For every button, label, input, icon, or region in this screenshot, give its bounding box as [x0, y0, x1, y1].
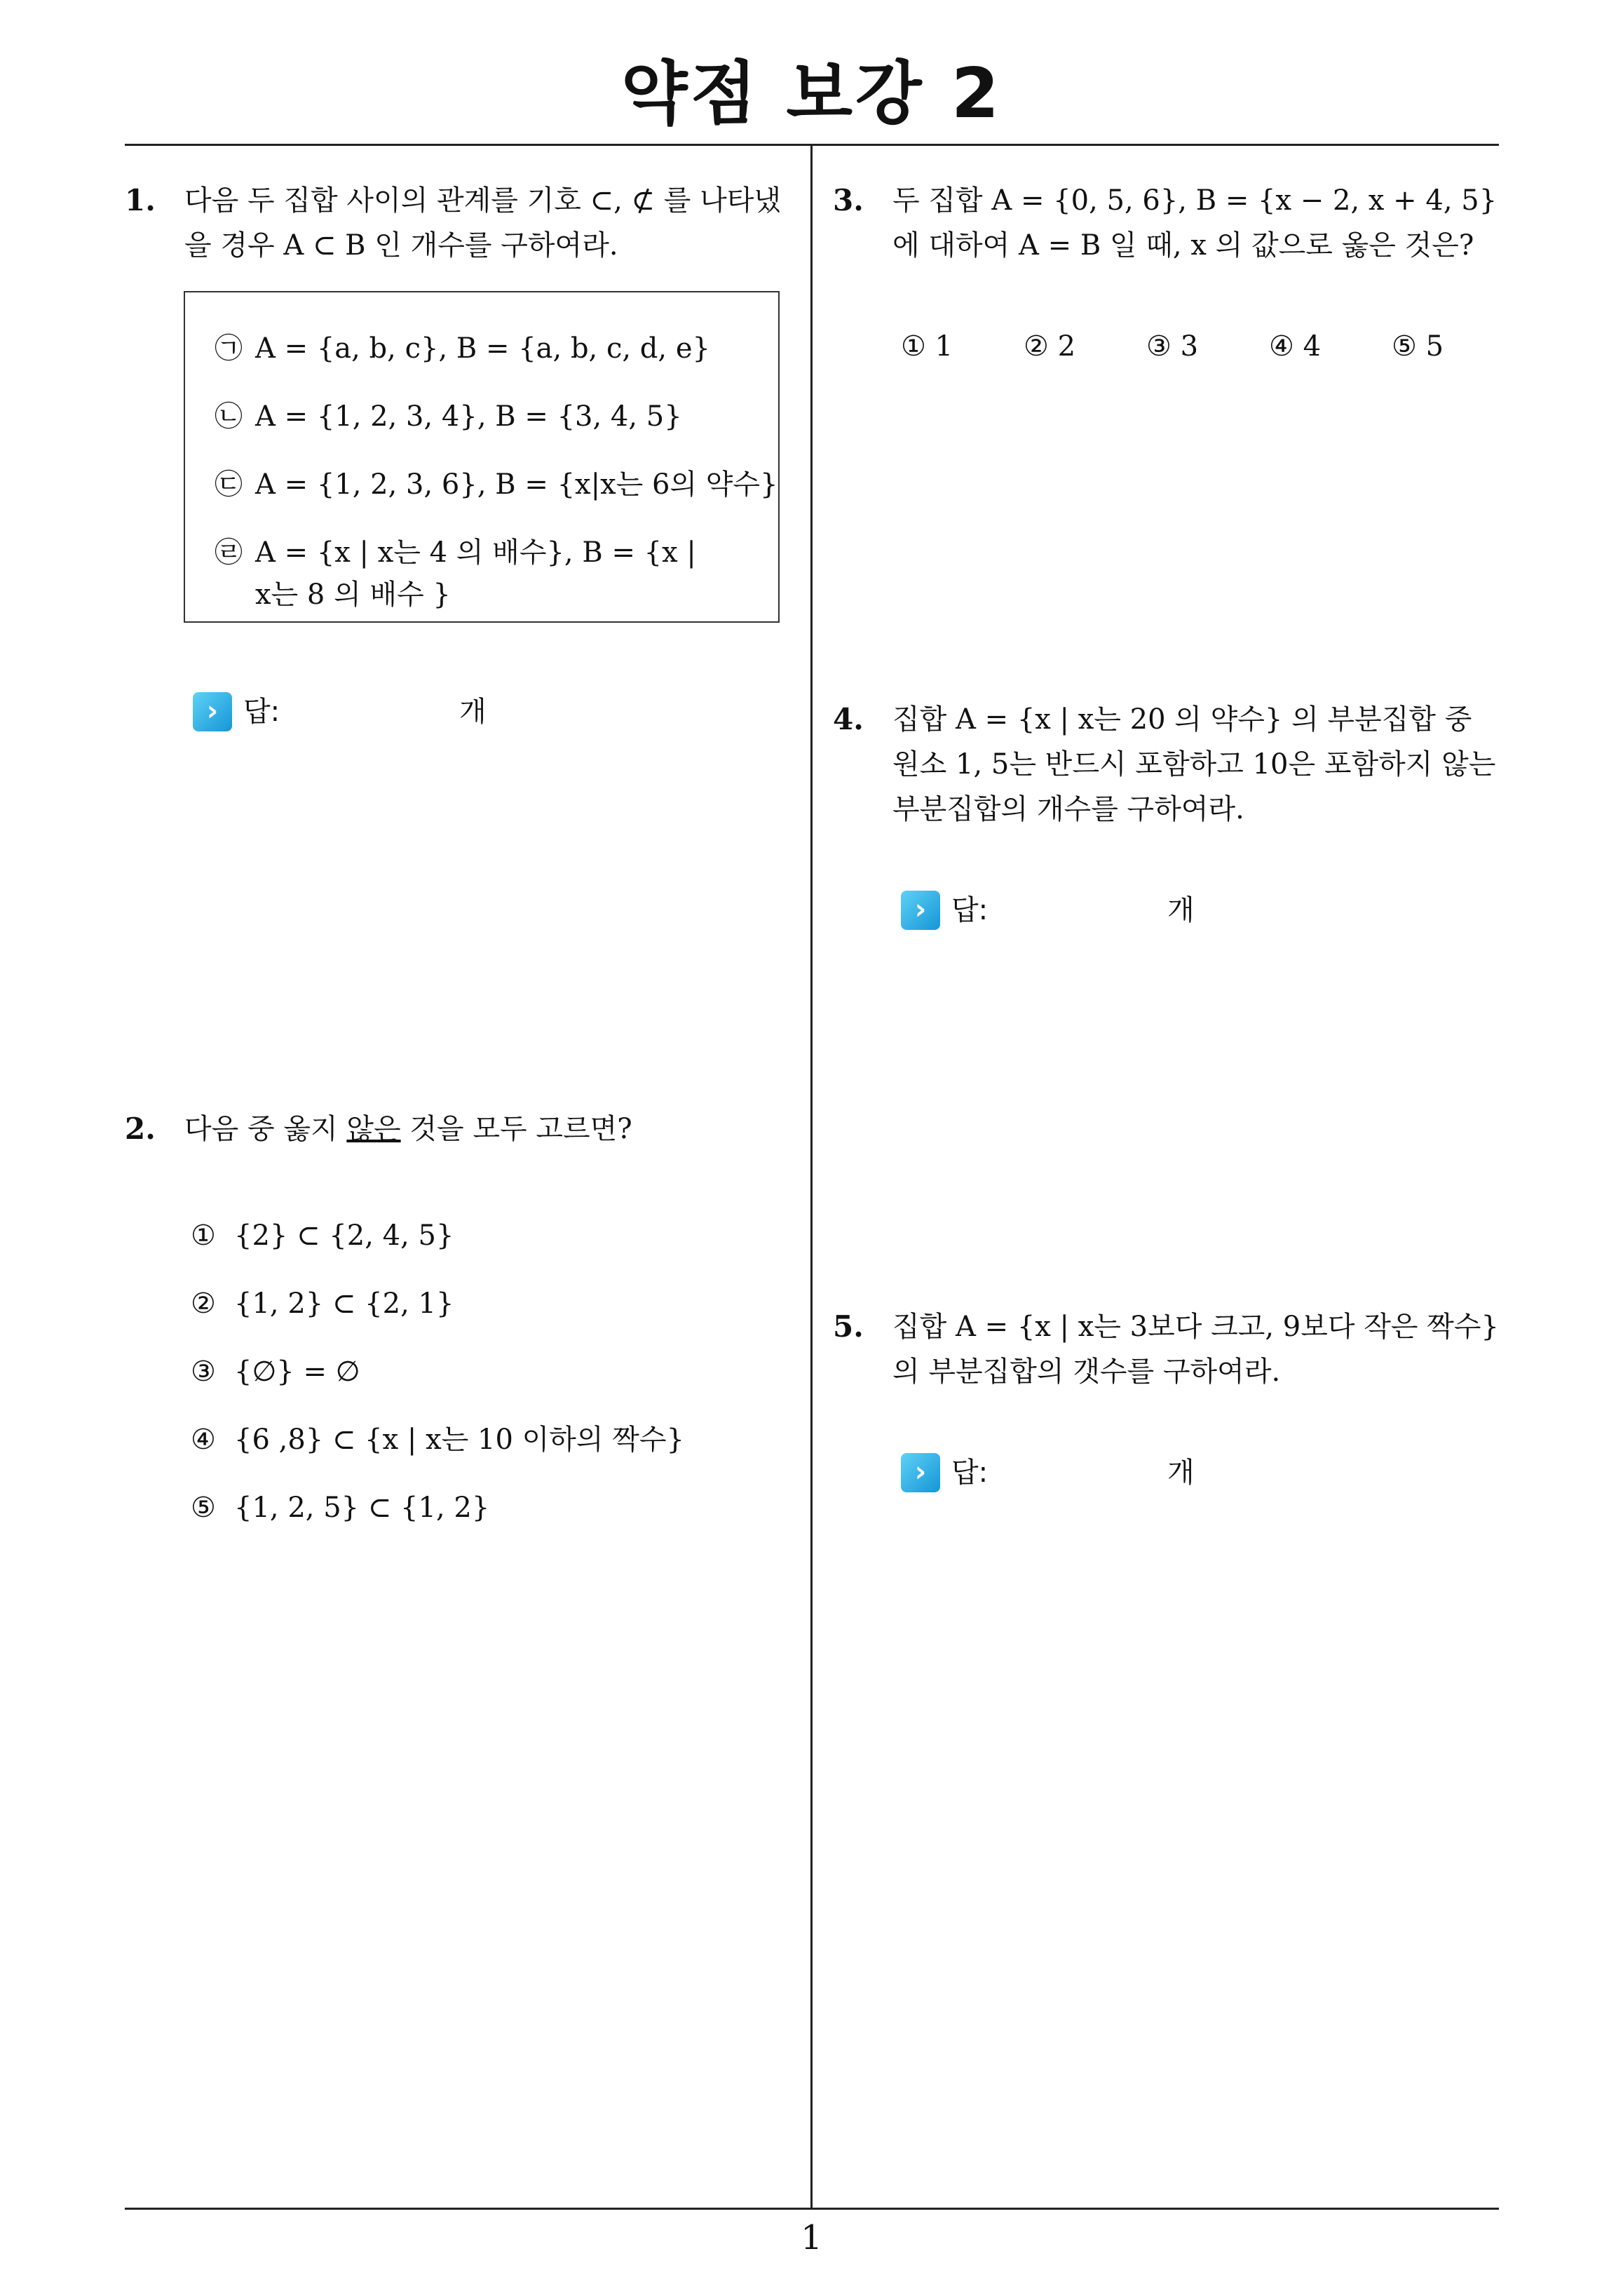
chevron-right-icon: › [901, 891, 940, 930]
item-mark: ㉠ [215, 332, 243, 365]
page-number: 1 [801, 2218, 822, 2257]
question-1-condition-box [184, 291, 780, 623]
item-text: A = {1, 2, 3, 4}, B = {3, 4, 5} [255, 400, 682, 433]
option-text: 1 [935, 330, 953, 363]
chevron-right-icon: › [193, 692, 232, 731]
question-number: 3. [833, 183, 864, 217]
item-text: A = {a, b, c}, B = {a, b, c, d, e} [255, 332, 710, 365]
option-mark: ② [1024, 330, 1049, 363]
option-item [1146, 325, 1198, 367]
option-text: {6 ,8} ⊂ {x | x는 10 이하의 짝수} [234, 1424, 684, 1456]
option-mark: ⑤ [191, 1492, 216, 1524]
condition-item [215, 327, 710, 370]
question-text: 다음 두 집합 사이의 관계를 기호 ⊂, ⊄ 를 나타냈을 경우 A ⊂ B 인 개수를 구하여라. [184, 184, 782, 262]
page-title: 약점 보강 2 [620, 54, 1003, 134]
option-item [1392, 325, 1444, 367]
question-number: 1. [125, 183, 156, 217]
option-mark: ③ [1146, 330, 1172, 363]
answer-unit: 개 [459, 696, 487, 728]
question-text: 두 집합 A = {0, 5, 6}, B = {x − 2, x + 4, 5} 에 대하여 A = B 일 때, x 의 값으로 옳은 것은? [892, 184, 1498, 262]
question-number: 4. [833, 702, 864, 736]
answer-label: 답: [243, 696, 280, 728]
option-text: 3 [1180, 330, 1199, 363]
option-item [1269, 325, 1321, 367]
item-text: A = {1, 2, 3, 6}, B = {x|x는 6의 약수} [255, 468, 778, 501]
option-text: {1, 2, 5} ⊂ {1, 2} [234, 1492, 490, 1524]
option-text: {2} ⊂ {2, 4, 5} [234, 1220, 454, 1252]
question-4-answer [901, 891, 1251, 930]
question-text [184, 1107, 801, 1152]
option-mark: ④ [1269, 330, 1294, 363]
item-mark: ㉣ [215, 536, 243, 569]
chevron-right-icon: › [901, 1453, 940, 1492]
option-mark: ⑤ [1392, 330, 1417, 363]
question-text-before: 다음 중 옳지 [184, 1113, 347, 1145]
condition-item [215, 532, 696, 616]
option-mark: ② [191, 1288, 216, 1320]
condition-item [215, 464, 778, 506]
question-1-answer [193, 692, 543, 731]
option-item [191, 1215, 454, 1257]
option-item [191, 1351, 360, 1393]
option-text: {∅} = ∅ [234, 1356, 360, 1388]
question-number: 5. [833, 1309, 864, 1344]
option-item [1024, 325, 1075, 367]
question-text: 집합 A = {x | x는 20 의 약수} 의 부분집합 중 원소 1, 5는 반드시 포함하고 10은 포함하지 않는 부분집합의 개수를 구하여라. [892, 703, 1496, 825]
option-item [191, 1419, 684, 1461]
bottom-rule [125, 2208, 1499, 2210]
answer-label: 답: [951, 1457, 989, 1489]
option-item [191, 1487, 489, 1529]
question-text: 집합 A = {x | x는 3보다 크고, 9보다 작은 짝수} 의 부분집합의 갯수를 구하여라. [892, 1311, 1499, 1388]
question-number: 2. [125, 1112, 156, 1146]
option-text: 5 [1425, 330, 1444, 363]
option-text: 2 [1057, 330, 1076, 363]
item-mark: ㉢ [215, 468, 243, 501]
question-5-answer [901, 1453, 1251, 1492]
option-mark: ④ [191, 1424, 216, 1456]
answer-label: 답: [951, 894, 989, 926]
option-mark: ① [191, 1220, 216, 1252]
option-mark: ③ [191, 1356, 216, 1388]
option-mark: ① [901, 330, 926, 363]
item-text: A = {x | x는 4 의 배수}, B = {x | [255, 536, 696, 569]
condition-item [215, 396, 682, 438]
answer-unit: 개 [1167, 894, 1195, 926]
option-text: {1, 2} ⊂ {2, 1} [234, 1288, 454, 1320]
answer-unit: 개 [1167, 1457, 1195, 1489]
item-mark: ㉡ [215, 400, 243, 433]
question-text-underlined: 않은 [346, 1113, 401, 1145]
column-divider [810, 144, 813, 2209]
question-text-after: 것을 모두 고르면? [400, 1113, 632, 1145]
option-item [901, 325, 953, 367]
item-text-continued: x는 8 의 배수 } [255, 579, 451, 611]
option-item [191, 1283, 454, 1325]
option-text: 4 [1303, 330, 1322, 363]
